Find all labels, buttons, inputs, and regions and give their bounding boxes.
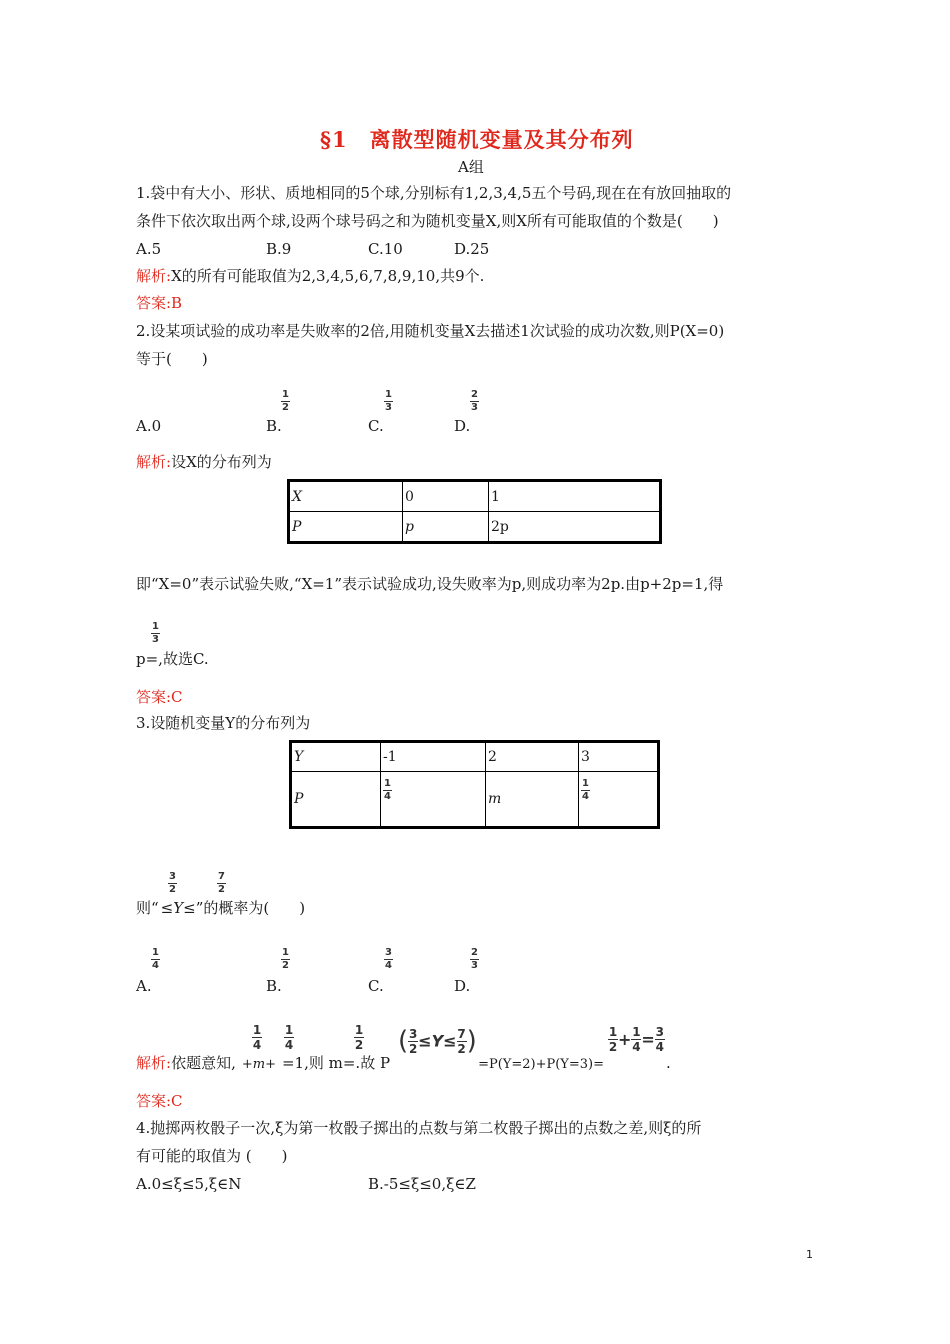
q4-option-a: A.0≤ξ≤5,ξ∈N bbox=[136, 1175, 242, 1193]
q3-analysis-half: 1 2 bbox=[354, 1023, 364, 1052]
q3-option-d-fraction: 2 3 bbox=[471, 947, 478, 971]
upper-bound-fraction: $\frac{7}{2}$ bbox=[457, 1026, 466, 1056]
table-cell: 2 bbox=[486, 742, 579, 772]
q3-option-a-fraction: 1 4 bbox=[152, 947, 159, 971]
q2-explanation: 即“X=0”表示试验失败,“X=1”表示试验成功,设失败率为p,则成功率为2p.由p+2p=1,得 bbox=[136, 575, 724, 593]
table-cell: m bbox=[486, 772, 579, 828]
q2-analysis bbox=[136, 452, 272, 472]
q3-distribution-table bbox=[289, 740, 660, 829]
q3-option-b: B. bbox=[266, 977, 282, 995]
q1-option-b: B.9 bbox=[266, 240, 292, 258]
q1-line1: 1.袋中有大小、形状、质地相同的5个球,分别标有1,2,3,4,5五个号码,现在在有放回抽取的 bbox=[136, 184, 732, 202]
analysis-text: X的所有可能取值为2,3,4,5,6,7,8,9,10,共9个. bbox=[171, 267, 485, 285]
q1-answer: 答案:B bbox=[136, 294, 183, 312]
q1-option-c: C.10 bbox=[368, 240, 403, 258]
q3-option-b-fraction: 1 2 bbox=[282, 947, 289, 971]
section-title: §1 离散型随机变量及其分布列 bbox=[320, 127, 634, 152]
q3-analysis: 解析:依题意知, +m+ =1,则 m=.故 P =P(Y=2)+P(Y=3)= . bbox=[136, 1054, 671, 1072]
q3-lower-bound-fraction: 3 2 bbox=[169, 871, 176, 895]
q2-option-d-fraction: 2 3 bbox=[471, 389, 478, 413]
q2-line1: 2.设某项试验的成功率是失败率的2倍,用随机变量X去描述1次试验的成功次数,则P(X=0) bbox=[136, 322, 725, 340]
q2-option-c-fraction: 1 3 bbox=[385, 389, 392, 413]
analysis-label: 解析: bbox=[136, 267, 172, 285]
page-number: 1 bbox=[806, 1248, 813, 1261]
group-label: A组 bbox=[458, 158, 484, 176]
q2-option-b: B. bbox=[266, 417, 282, 435]
analysis-label: 解析: bbox=[136, 1054, 172, 1072]
q2-p-fraction: 1 3 bbox=[152, 621, 159, 645]
q3-answer: 答案:C bbox=[136, 1092, 183, 1110]
table-cell bbox=[381, 772, 486, 828]
table-cell: 1 bbox=[489, 481, 661, 512]
q3-analysis-sum: $\frac{1}{2}$ + $\frac{1}{4}$ = $\frac{3}{4}$ bbox=[608, 1025, 664, 1054]
q3-question: 则“ ≤Y≤”的概率为( ) bbox=[136, 899, 306, 917]
quarter-fraction: $\frac{1}{4}$ bbox=[384, 778, 391, 802]
q2-answer: 答案:C bbox=[136, 688, 183, 706]
q3-analysis-inequality: ( $\frac{3}{2}$ ≤Y≤ $\frac{7}{2}$ ) bbox=[398, 1026, 477, 1056]
q1-analysis bbox=[136, 266, 484, 286]
quarter-fraction: $\frac{1}{4}$ bbox=[582, 778, 589, 802]
table-cell: 0 bbox=[403, 481, 489, 512]
q4-line2: 有可能的取值为 ( ) bbox=[136, 1147, 288, 1165]
table-cell bbox=[579, 772, 659, 828]
q3-line1: 3.设随机变量Y的分布列为 bbox=[136, 714, 311, 732]
q4-line1: 4.抛掷两枚骰子一次,ξ为第一枚骰子掷出的点数与第二枚骰子掷出的点数之差,则ξ的所 bbox=[136, 1119, 702, 1137]
q2-option-c: C. bbox=[368, 417, 384, 435]
q1-option-d: D.25 bbox=[454, 240, 490, 258]
table-cell: 3 bbox=[579, 742, 659, 772]
table-cell: 2p bbox=[489, 512, 661, 543]
table-cell: X bbox=[289, 481, 403, 512]
table-cell: P bbox=[291, 772, 381, 828]
table-cell: P bbox=[289, 512, 403, 543]
q3-option-a: A. bbox=[136, 977, 152, 995]
q2-option-d: D. bbox=[454, 417, 471, 435]
q3-option-c: C. bbox=[368, 977, 384, 995]
table-cell: p bbox=[403, 512, 489, 543]
lower-bound-fraction: $\frac{3}{2}$ bbox=[408, 1026, 418, 1056]
q3-option-d: D. bbox=[454, 977, 471, 995]
q2-p-line: p=,故选C. bbox=[136, 650, 209, 668]
q2-distribution-table bbox=[287, 479, 662, 544]
q2-line2: 等于( ) bbox=[136, 350, 208, 368]
q2-option-a: A.0 bbox=[136, 417, 162, 435]
q3-upper-bound-fraction: 7 2 bbox=[218, 871, 225, 895]
q2-option-b-fraction: 1 2 bbox=[282, 389, 289, 413]
q1-line2: 条件下依次取出两个球,设两个球号码之和为随机变量X,则X所有可能取值的个数是( ) bbox=[136, 212, 719, 230]
table-cell: Y bbox=[291, 742, 381, 772]
analysis-label: 解析: bbox=[136, 453, 172, 471]
table-cell: -1 bbox=[381, 742, 486, 772]
q3-option-c-fraction: 3 4 bbox=[385, 947, 392, 971]
q1-option-a: A.5 bbox=[136, 240, 162, 258]
q4-option-b: B.-5≤ξ≤0,ξ∈Z bbox=[368, 1175, 476, 1193]
analysis-text: 设X的分布列为 bbox=[171, 453, 272, 471]
q3-analysis-quarter-2: 1 4 bbox=[284, 1023, 294, 1052]
q3-analysis-quarter-1: 1 4 bbox=[252, 1023, 262, 1052]
